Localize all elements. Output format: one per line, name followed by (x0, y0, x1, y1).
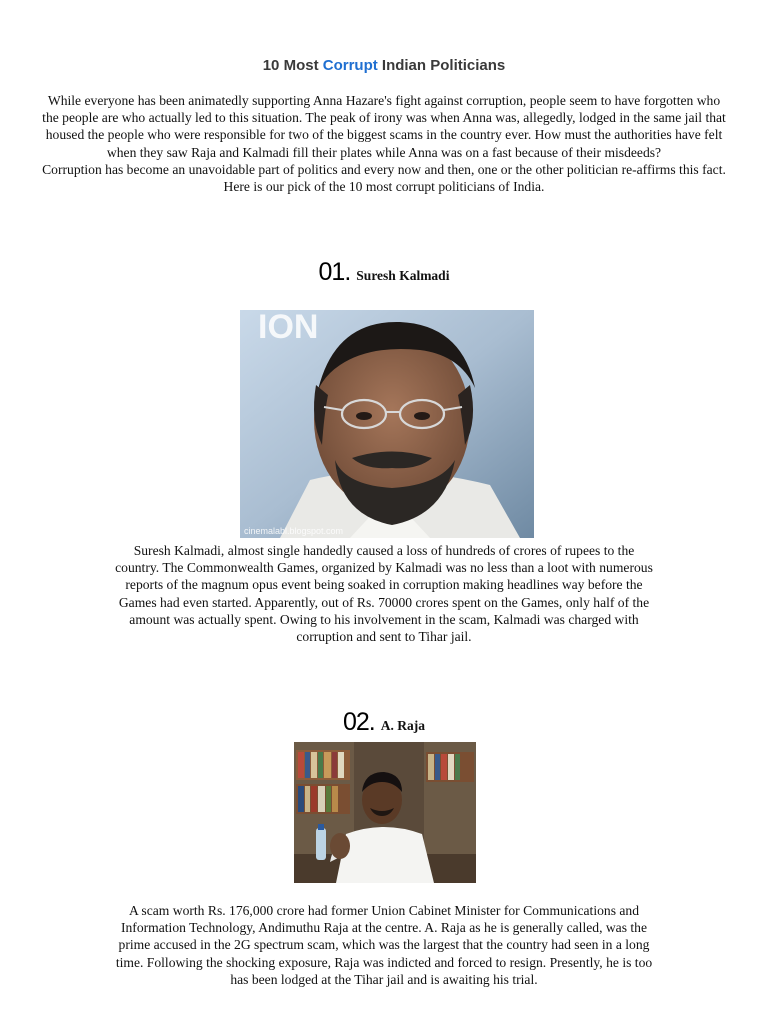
portrait-image (240, 310, 534, 538)
portrait-image (294, 742, 476, 883)
intro-section (40, 92, 728, 195)
title-suffix: Indian Politicians (377, 57, 506, 74)
title-accent-word: Corrupt (322, 57, 378, 74)
entry-photo-raja (294, 742, 476, 883)
photo-watermark: cinemalabl.blogspot.com (244, 526, 344, 536)
entry-name: A. Raja (380, 718, 425, 733)
entry-name: Suresh Kalmadi (356, 268, 450, 283)
page-title (0, 57, 768, 74)
intro-paragraph: While everyone has been animatedly supporting Anna Hazare's fight against corruption, people seem to have forgotten who the people are who actually led to this situation. The peak of irony was when Anna was, allegedly, lodged in the same jail that housed the people who were responsible for two of the biggest scams in the country ever. How must the authorities have felt when they saw Raja and Kalmadi fill their plates while Anna was on a fast because of their misdeeds? (42, 93, 726, 160)
entry-photo-kalmadi (240, 310, 534, 538)
entry-description: A scam worth Rs. 176,000 crore had former Union Cabinet Minister for Communications and Information Technology, Andimuthu Raja at the centre. A. Raja as he is generally called, was the prime accused in the 2G spectrum scam, which was the largest that the country had seen in a long time. Following the shocking exposure, Raja was indicted and forced to resign. Presently, he is too has been lodged at the Tihar jail and is awaiting his trial. (115, 903, 653, 987)
entry-heading (0, 258, 768, 287)
entry-number: 02. (342, 708, 375, 736)
entry-number: 01. (318, 258, 351, 286)
entry-heading (0, 708, 768, 737)
entry-description: Suresh Kalmadi, almost single handedly caused a loss of hundreds of crores of rupees to the country. The Commonwealth Games, organized by Kalmadi was no less than a loot with numerous reports of the magnum opus event being soaked in corruption making headlines way before the Games had even started. Apparently, out of Rs. 70000 crores spent on the Games, only half of the amount was actually spent. Owing to his involvement in the scam, Kalmadi was charged with corruption and sent to Tihar jail. (115, 543, 653, 645)
intro-paragraph: Corruption has become an unavoidable part of politics and every now and then, one or the other politician re-affirms this fact. Here is our pick of the 10 most corrupt politicians of India. (42, 161, 726, 195)
svg-text:ION: ION (258, 310, 319, 346)
title-prefix: 10 Most (262, 57, 323, 74)
